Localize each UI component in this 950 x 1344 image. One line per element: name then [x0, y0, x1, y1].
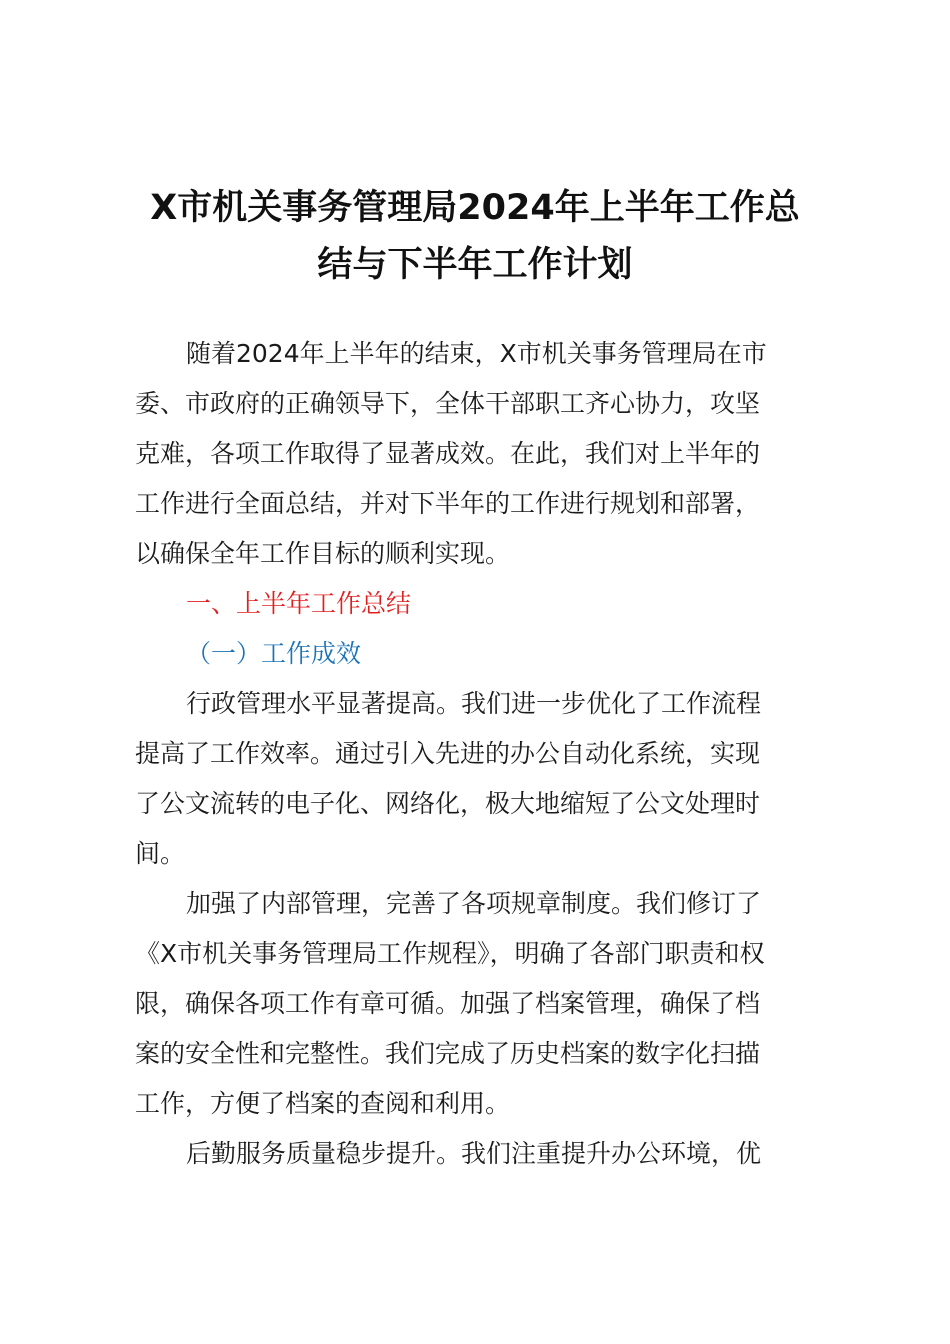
section-heading-2: （一）工作成效: [186, 639, 362, 668]
paragraph-intro-line: 以确保全年工作目标的顺利实现。: [135, 539, 511, 568]
paragraph-line: 工作，方便了档案的查阅和利用。: [135, 1089, 511, 1118]
title-line-2: 结与下半年工作计划: [317, 245, 633, 285]
paragraph-intro-line: 克难，各项工作取得了显著成效。在此，我们对上半年的: [135, 439, 761, 468]
section-heading-1: 一、上半年工作总结: [186, 589, 412, 618]
paragraph-line: 加强了内部管理，完善了各项规章制度。我们修订了: [186, 889, 762, 918]
paragraph-line: 提高了工作效率。通过引入先进的办公自动化系统，实现: [135, 739, 761, 768]
paragraph-intro-line: 随着2024年上半年的结束，X市机关事务管理局在市: [186, 339, 767, 368]
paragraph-intro-line: 委、市政府的正确领导下，全体干部职工齐心协力，攻坚: [135, 389, 761, 418]
paragraph-intro-line: 工作进行全面总结，并对下半年的工作进行规划和部署，: [135, 489, 761, 518]
paragraph-line: 限，确保各项工作有章可循。加强了档案管理，确保了档: [135, 989, 761, 1018]
paragraph-line: 间。: [135, 839, 186, 868]
paragraph-line: 后勤服务质量稳步提升。我们注重提升办公环境，优: [186, 1139, 762, 1168]
paragraph-line: 《X市机关事务管理局工作规程》，明确了各部门职责和权: [135, 939, 765, 968]
paragraph-line: 了公文流转的电子化、网络化，极大地缩短了公文处理时: [135, 789, 761, 818]
title-line-1: X市机关事务管理局2024年上半年工作总: [150, 188, 800, 228]
document-title: [100, 180, 850, 294]
paragraph-line: 行政管理水平显著提高。我们进一步优化了工作流程: [186, 689, 762, 718]
paragraph-line: 案的安全性和完整性。我们完成了历史档案的数字化扫描: [135, 1039, 761, 1068]
